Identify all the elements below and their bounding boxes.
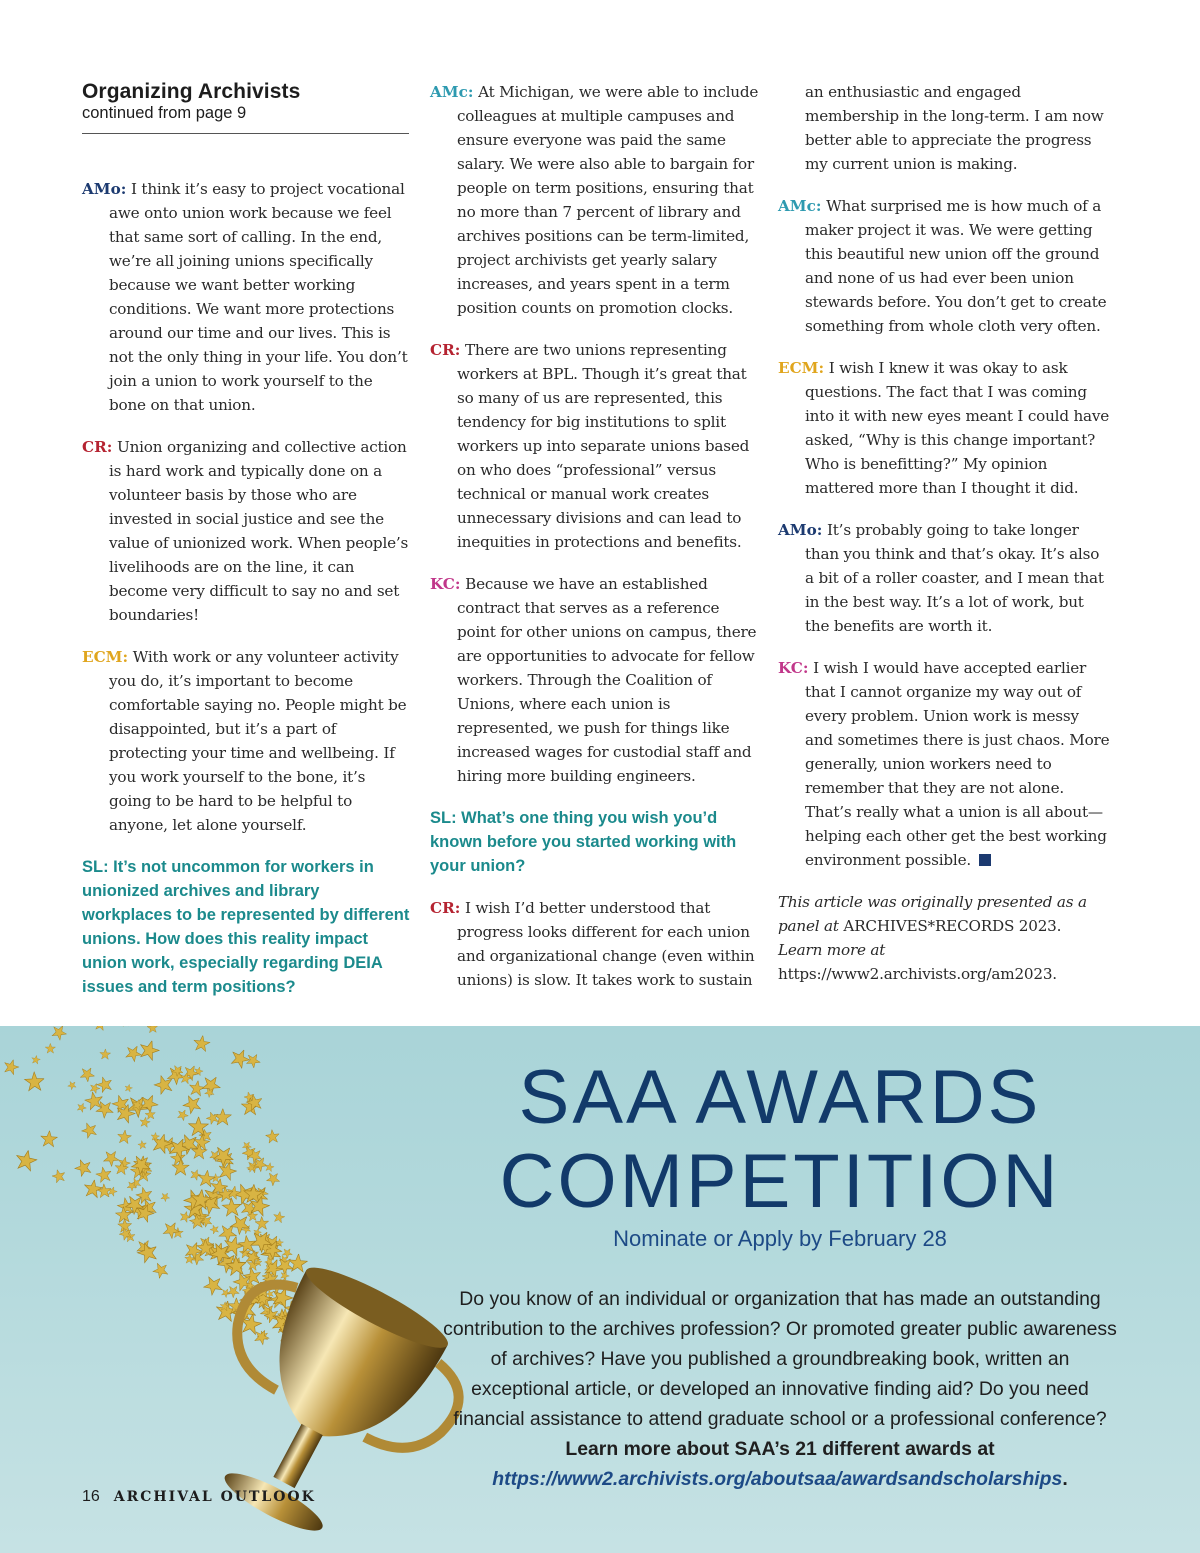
answer-text: I think it’s easy to project vocational awe onto union work because we feel that same sort of calling. In the end, we’re all joining unions specifically because we want better working conditions. We want more protections around our time and our lives. This is not the only thing in your life. You don’t join a union to work yourself to the bone on that union. xyxy=(109,180,408,414)
column-2 xyxy=(430,80,762,1010)
star-confetti xyxy=(228,1046,252,1070)
star-confetti xyxy=(176,1107,190,1121)
page-footer xyxy=(82,1488,316,1506)
star-confetti xyxy=(23,1069,47,1094)
credit-url: https://www2.archivists.org/am2023. xyxy=(778,965,1057,983)
star-confetti xyxy=(73,1156,96,1179)
end-mark-icon xyxy=(979,854,991,866)
answer-text: What surprised me is how much of a maker project it was. We were getting this beautiful new union off the ground and none of us had ever been union stewards before. You don’t get to create something from whole cloth very often. xyxy=(805,197,1107,335)
star-confetti xyxy=(51,1167,69,1185)
page-number: 16 xyxy=(82,1488,100,1505)
ad-deadline: Nominate or Apply by February 28 xyxy=(613,1226,947,1251)
star-confetti xyxy=(214,1108,231,1125)
answer-paragraph xyxy=(82,435,410,627)
star-confetti xyxy=(225,1283,241,1299)
magazine-name: ARCHIVAL OUTLOOK xyxy=(113,1489,316,1505)
article-credit: This article was originally presented as a panel at ARCHIVES*RECORDS 2023. Learn more at https://www2.archivists.org/am2023. xyxy=(778,893,1087,983)
answer-text: It’s probably going to take longer than you think and that’s okay. It’s also a bit of a roller coaster, and I mean that in the best way. It’s a lot of work, but the benefits are worth it. xyxy=(805,521,1104,635)
speaker-label: AMo: xyxy=(778,521,823,539)
answer-paragraph xyxy=(430,896,762,992)
speaker-label: AMc: xyxy=(430,83,474,101)
answer-paragraph xyxy=(430,572,762,788)
star-confetti xyxy=(120,1026,131,1028)
answer-paragraph xyxy=(82,177,410,417)
star-confetti xyxy=(265,1128,283,1146)
answer-text: I wish I knew it was okay to ask questions. The fact that I was coming into it with new eyes meant I could have asked, “Why is this change important? Who is benefitting?” My opinion mattered more than I thought it did. xyxy=(805,359,1110,497)
star-confetti xyxy=(45,1043,55,1053)
star-confetti xyxy=(117,1129,132,1144)
star-confetti xyxy=(95,1164,115,1184)
star-confetti xyxy=(264,1162,275,1172)
trophy-stars-illustration xyxy=(0,1026,500,1553)
star-confetti xyxy=(272,1210,285,1223)
star-confetti xyxy=(14,1148,38,1171)
speaker-label: CR: xyxy=(430,899,461,917)
ad-body-text: Do you know of an individual or organization that has made an outstanding contribution to the archives profession? Or promoted greater public awareness of archives? Have you published a groundbreaking book, written an exceptional article, or developed an innovative finding aid? Do you need financial assistance to attend graduate school or a professional conference? Learn more about SAA’s 21 different awards at https://www2.archivists.org/aboutsaa/awardsandscholarships. xyxy=(443,1288,1117,1490)
star-confetti xyxy=(114,1026,138,1027)
speaker-label: CR: xyxy=(430,341,461,359)
answer-text: I wish I’d better understood that progress looks different for each union and organizational change (even within unions) is slow. It takes work to sustain xyxy=(457,899,755,989)
star-confetti xyxy=(99,1049,110,1060)
star-confetti xyxy=(265,1169,283,1187)
answer-text: Because we have an established contract that serves as a reference point for other unions on campus, there are opportunities to advocate for fellow workers. Through the Coalition of Unions, where each union is represented, we push for things like increased wages for custodial staff and hiring more building engineers. xyxy=(457,575,757,785)
star-confetti xyxy=(50,1026,69,1041)
star-confetti xyxy=(172,1159,189,1175)
answer-paragraph xyxy=(778,356,1110,500)
interview-question: SL: It’s not uncommon for workers in unionized archives and library workplaces to be represented by different unions. How does this reality impact union work, especially regarding DEIA issues and term positions? xyxy=(82,858,410,996)
star-confetti xyxy=(137,1038,161,1061)
star-confetti xyxy=(124,1083,133,1092)
star-confetti xyxy=(40,1130,58,1147)
star-confetti xyxy=(80,1120,101,1141)
awards-ad-banner xyxy=(0,1026,1200,1553)
answer-text: At Michigan, we were able to include colleagues at multiple campuses and ensure everyone was paid the same salary. We were also able to bargain for people on term positions, ensuring that no more than 7 percent of library and archives positions can be term-limited, project archivists get yearly salary increases, and years spent in a term position counts on promotion clocks. xyxy=(457,83,759,317)
speaker-label: ECM: xyxy=(778,359,825,377)
star-confetti xyxy=(151,1260,172,1281)
star-confetti xyxy=(146,1026,160,1035)
column-3 xyxy=(778,80,1110,986)
star-confetti xyxy=(101,1147,122,1168)
star-confetti xyxy=(78,1064,97,1083)
star-confetti xyxy=(95,1074,116,1095)
answer-paragraph xyxy=(82,645,410,837)
star-confetti xyxy=(137,1139,148,1150)
awards-link[interactable]: https://www2.archivists.org/aboutsaa/awardsandscholarships xyxy=(492,1468,1063,1490)
star-confetti xyxy=(254,1215,271,1232)
speaker-label: KC: xyxy=(778,659,809,677)
answer-text: There are two unions representing workers at BPL. Though it’s great that so many of us are represented, this tendency for big institutions to split workers up into separate unions based on who does “professional” versus technical or manual work creates unnecessary divisions and can lead to inequities in protections and benefits. xyxy=(457,341,750,551)
speaker-label: ECM: xyxy=(82,648,129,666)
star-confetti xyxy=(83,1178,103,1198)
answer-text: I wish I would have accepted earlier that I cannot organize my way out of every problem. Union work is messy and sometimes there is just chaos. More generally, union workers need to remember that they are not alone. That’s really what a union is all about—helping each other get the best working environment possible. xyxy=(805,659,1110,869)
star-confetti xyxy=(88,1082,101,1095)
star-confetti xyxy=(2,1058,20,1076)
answer-text: With work or any volunteer activity you do, it’s important to become comfortable saying no. People might be disappointed, but it’s a part of protecting your time and wellbeing. If you work yourself to the bone, it’s going to be hard to be helpful to anyone, let alone yourself. xyxy=(109,648,407,834)
star-confetti xyxy=(159,1191,171,1203)
continued-from: continued from page 9 xyxy=(82,104,247,122)
star-confetti xyxy=(31,1055,41,1065)
star-confetti xyxy=(288,1253,308,1272)
interview-question: SL: What’s one thing you wish you’d known before you started working with your union? xyxy=(430,809,737,875)
star-confetti xyxy=(189,1168,203,1181)
answer-text: Union organizing and collective action is hard work and typically done on a volunteer basis by those who are invested in social justice and see the value of unionized work. When people’s livelihoods are on the line, it can become very difficult to say no and set boundaries! xyxy=(109,438,409,624)
continued-paragraph: an enthusiastic and engaged membership in the long-term. I am now better able to appreciate the progress my current union is making. xyxy=(805,83,1104,173)
speaker-label: AMo: xyxy=(82,180,127,198)
speaker-label: KC: xyxy=(430,575,461,593)
answer-paragraph xyxy=(430,338,762,554)
star-confetti xyxy=(178,1210,192,1223)
speaker-label: CR: xyxy=(82,438,113,456)
article-title: Organizing Archivists xyxy=(82,80,301,103)
star-confetti xyxy=(209,1223,221,1235)
star-confetti xyxy=(67,1079,79,1091)
answer-paragraph xyxy=(778,656,1110,872)
column-1 xyxy=(82,80,410,1017)
speaker-label: AMc: xyxy=(778,197,822,215)
answer-paragraph xyxy=(778,518,1110,638)
star-confetti xyxy=(94,1026,108,1031)
ad-title: SAA AWARDS COMPETITION xyxy=(499,1055,1061,1224)
answer-paragraph xyxy=(430,80,762,320)
star-confetti xyxy=(193,1034,211,1051)
answer-paragraph xyxy=(778,194,1110,338)
star-confetti xyxy=(161,1219,183,1240)
star-confetti xyxy=(76,1101,88,1113)
